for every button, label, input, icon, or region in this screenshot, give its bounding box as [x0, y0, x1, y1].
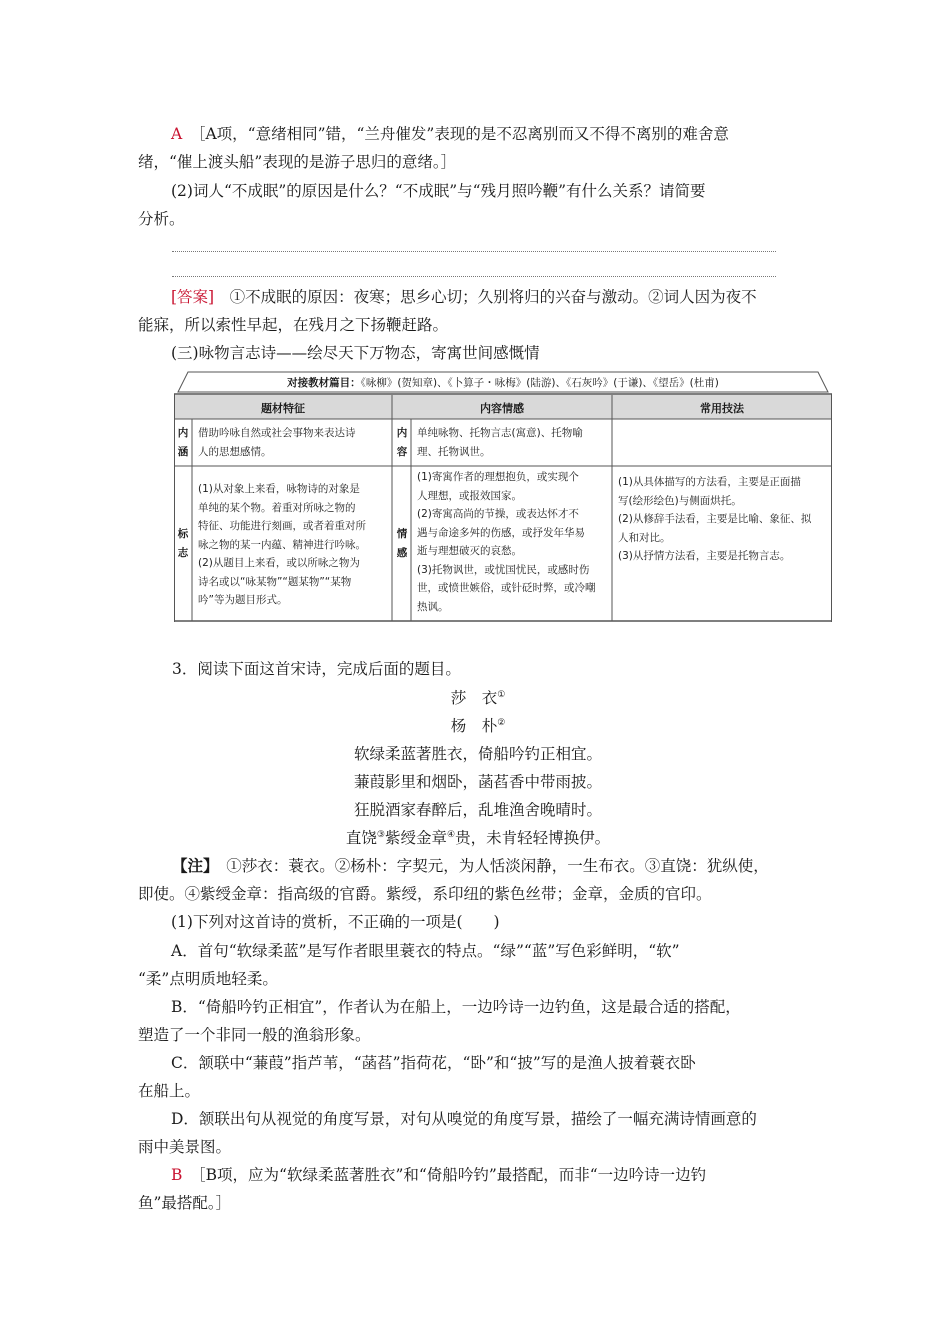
- row2-content-line: (2)寄寓高尚的节操，或表达怀才不: [417, 508, 579, 520]
- prev-answer-text1: ［A项，“意绪相同”错，“兰舟催发”表现的是不忍离别而又不得不离别的难舍意: [197, 125, 729, 143]
- row2-content-line: 遇与命途多舛的伤感，或抒发年华易: [417, 526, 585, 539]
- caption-label: 对接教材篇目：: [287, 377, 361, 389]
- notes-tag: 【注】: [172, 856, 211, 875]
- header-theme: 题材特征: [261, 402, 305, 415]
- row2-theme-line: 特征、功能进行刻画，或者着重对所: [198, 520, 366, 532]
- answer-2-text1: ①不成眠的原因：夜寒；思乡心切；久别将归的兴奋与激动。②词人因为夜不: [229, 288, 757, 306]
- prev-answer-line1: [138, 120, 818, 148]
- row2-content-label-a: 情: [396, 528, 408, 540]
- row2-label-a: 标: [177, 528, 189, 540]
- option-b-line1: B．“倚船吟钓正相宜”，作者认为在船上，一边吟诗一边钓鱼，这是最合适的搭配，: [171, 998, 741, 1016]
- answer-3-line1: [138, 1161, 818, 1189]
- notes-text1: ①莎衣：蓑衣。②杨朴：字契元，为人恬淡闲静，一生布衣。③直饶：犹纵使，: [226, 857, 769, 875]
- row1-label: [176, 424, 190, 462]
- poem-title: [138, 684, 818, 712]
- row2-theme-line: (1)从对象上来看，咏物诗的对象是: [198, 483, 360, 495]
- poem-title-note: ①: [497, 689, 506, 700]
- row1-content-label: [395, 424, 409, 462]
- row2-content-line: 逝与理想破灭的哀愁。: [417, 545, 522, 557]
- row1-content-label-a: 内: [396, 427, 408, 439]
- row2-content: [417, 468, 611, 616]
- technique-line: 写(绘形绘色)与侧面烘托。: [618, 494, 742, 507]
- poem-line4-part-c: 贵，未肯轻轻博换伊。: [455, 829, 611, 847]
- option-a-line2: “柔”点明质地轻柔。: [138, 970, 278, 988]
- poem-line: 软绿柔蓝著胜衣，倚船吟钓正相宜。: [353, 745, 602, 763]
- answer-3-text1: ［B项，应为“软绿柔蓝著胜衣”和“倚船吟钓”最搭配，而非“一边吟诗一边钓: [197, 1166, 707, 1184]
- row1-label-a: 内: [177, 427, 189, 439]
- option-a-line1: A．首句“软绿柔蓝”是写作者眼里蓑衣的特点。“绿”“蓝”写色彩鲜明，“软”: [171, 942, 680, 960]
- sub-question-1: (1)下列对这首诗的赏析，不正确的一项是( ): [171, 913, 500, 931]
- row1-content-label-b: 容: [396, 446, 408, 458]
- poem-line4-note3: ③: [376, 829, 385, 840]
- option-d-line2: 雨中美景图。: [138, 1138, 232, 1156]
- poem-title-text: 莎 衣: [450, 689, 498, 707]
- technique-line: (2)从修辞手法看，主要是比喻、象征、拟: [618, 513, 812, 525]
- row1-theme: [198, 424, 390, 461]
- option-b-line2: 塑造了一个非同一般的渔翁形象。: [138, 1026, 371, 1044]
- answer-blank-line-1: [172, 251, 776, 252]
- header-technique: 常用技法: [700, 402, 744, 415]
- answer-blank-line-2: [172, 276, 776, 277]
- row2-theme-line: 单纯的某个物。着重对所咏之物的: [198, 501, 356, 514]
- row1-content: [417, 424, 611, 461]
- poem-line4-note4: ④: [447, 829, 456, 840]
- row1-content-line2: 理、托物讽世。: [417, 445, 491, 458]
- answer-tag: [答案]: [171, 288, 215, 306]
- option-c-line2: 在船上。: [138, 1082, 201, 1100]
- answer-3-letter: B: [171, 1166, 183, 1184]
- row2-content-line: (3)托物讽世，或忧国忧民，或感时伤: [417, 563, 590, 576]
- poem-line-4: [138, 824, 818, 852]
- row2-content-line: 人理想，或报效国家。: [417, 489, 522, 502]
- answer-2-line2: 能寐，所以索性早起，在残月之下扬鞭赶路。: [138, 316, 449, 334]
- notes-line2: 即使。④紫绶金章：指高级的官爵。紫绶，系印纽的紫色丝带；金章，金质的官印。: [138, 885, 712, 903]
- caption-text: 《咏柳》(贺知章)、《卜算子・咏梅》(陆游)、《石灰吟》(于谦)、《望岳》(杜甫): [360, 377, 719, 389]
- poem-author-text: 杨 朴: [450, 717, 498, 735]
- question-2-line1: (2)词人“不成眠”的原因是什么？“不成眠”与“残月照吟鞭”有什么关系？请简要: [171, 182, 706, 200]
- section-title: (三)咏物言志诗——绘尽天下万物态，寄寓世间感慨情: [171, 344, 540, 362]
- row2-content-label: [395, 525, 409, 563]
- row2-theme-line: (2)从题目上来看，或以所咏之物为: [198, 557, 360, 569]
- table-caption: [174, 374, 832, 392]
- row2-theme-line: 吟”等为题目形式。: [198, 594, 288, 606]
- row2-content-line: 世，或愤世嫉俗，或针砭时弊，或冷嘲: [417, 582, 596, 594]
- techniques-cell: [618, 473, 830, 566]
- poem-author-note: ②: [497, 717, 506, 728]
- row2-label-b: 志: [177, 547, 189, 559]
- poem-author: [138, 712, 818, 740]
- row2-content-line: (1)寄寓作者的理想抱负，或实现个: [417, 471, 579, 483]
- row1-label-b: 涵: [177, 446, 189, 458]
- answer-letter: A: [171, 125, 183, 143]
- answer-2-line1: [138, 283, 818, 311]
- option-d-line1: D．颔联出句从视觉的角度写景，对句从嗅觉的角度写景，描绘了一幅充满诗情画意的: [171, 1110, 757, 1128]
- row2-content-label-b: 感: [396, 547, 408, 559]
- technique-line: (3)从抒情方法看，主要是托物言志。: [618, 550, 791, 562]
- technique-line: 人和对比。: [618, 531, 671, 544]
- row1-theme-line1: 借助吟咏自然或社会事物来表达诗: [198, 427, 356, 439]
- row2-label: [176, 525, 190, 563]
- row2-theme-line: 诗名或以“咏某物”“题某物”“某物: [198, 575, 352, 588]
- question-2-line2: 分析。: [138, 210, 185, 228]
- row1-content-line1: 单纯咏物、托物言志(寓意)、托物喻: [417, 427, 583, 439]
- poetry-summary-table: [174, 370, 832, 622]
- row1-theme-line2: 人的思想感情。: [198, 445, 272, 458]
- row2-theme-line: 咏之物的某一内蕴、精神进行吟咏。: [198, 538, 366, 551]
- header-content: 内容情感: [480, 402, 524, 415]
- poem-line: 狂脱酒家春醉后，乱堆渔舍晚晴时。: [353, 801, 602, 819]
- row2-theme: [198, 480, 392, 610]
- poem-line4-part-b: 紫绶金章: [384, 829, 447, 847]
- row2-content-line: 热讽。: [417, 600, 449, 613]
- poem-line: 蒹葭影里和烟卧，菡萏香中带雨披。: [353, 773, 602, 791]
- option-c-line1: C．颔联中“蒹葭”指芦苇，“菡萏”指荷花，“卧”和“披”写的是渔人披着蓑衣卧: [171, 1054, 696, 1072]
- question-3-intro: 3．阅读下面这首宋诗，完成后面的题目。: [172, 660, 461, 678]
- notes-line1: [172, 852, 818, 880]
- answer-3-line2: 鱼”最搭配。］: [138, 1194, 232, 1212]
- poem-line4-part-a: 直饶: [345, 829, 377, 847]
- technique-line: (1)从具体描写的方法看，主要是正面描: [618, 476, 801, 488]
- prev-answer-line2: 绪，“催上渡头船”表现的是游子思归的意绪。］: [138, 153, 457, 171]
